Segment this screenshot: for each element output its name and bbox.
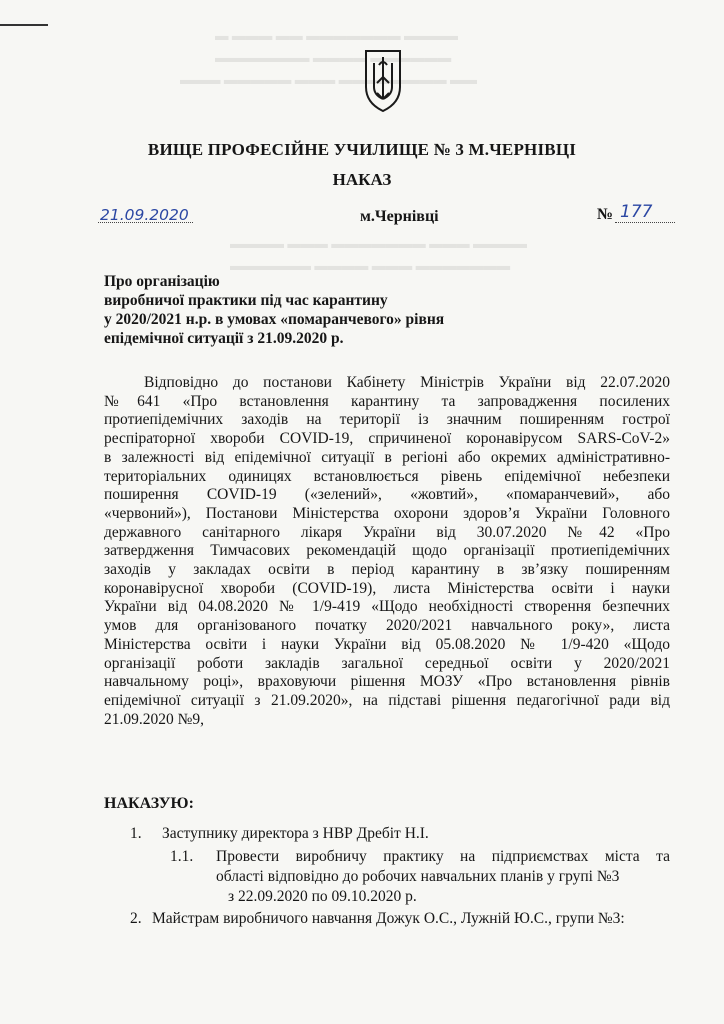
- handwritten-date: 21.09.2020: [100, 206, 189, 224]
- order-item-1-1: [170, 847, 670, 907]
- body-line: епідемічної ситуації з 21.09.2020», на підставі рішення педагогічної ради від: [104, 691, 670, 709]
- body-line: №641 «Про встановлення карантину та запровадження посилених: [104, 392, 670, 410]
- body-line: умов для організованого початку 2020/2021 навчального року», листа: [104, 617, 670, 635]
- body-line: «червоний»), Постанови Міністерства охорони здоров’я України Головного: [104, 504, 670, 522]
- scan-mark: [0, 24, 48, 26]
- body-line: Міністерства освіти і науки України від 05.08.2020 № 1/9-420 «Щодо: [104, 635, 670, 653]
- number-sign: №: [597, 206, 614, 223]
- body-line: державного санітарного лікаря України від 30.07.2020 №42 «Про: [104, 523, 670, 541]
- body-line: навчальному році», враховуючи рішення МОЗУ «Про встановлення рівнів: [104, 673, 670, 691]
- body-line: 21.09.2020 №9,: [104, 710, 205, 728]
- preamble-paragraph: [104, 374, 670, 729]
- order-subject: [104, 272, 444, 348]
- bleed-through: ▬ ▬▬▬ ▬▬ ▬▬▬▬▬▬▬ ▬▬▬▬: [215, 28, 458, 43]
- subject-line: Про організацію: [104, 273, 220, 290]
- item-text-line: Провести виробничу практику на підприємствах міста та: [216, 848, 670, 865]
- document-title: НАКАЗ: [332, 170, 392, 189]
- body-line: територіальних одиницях встановлюється рівень епідемічної небезпеки: [104, 467, 670, 485]
- item-text: Майстрам виробничого навчання Дожук О.С., Лужній Ю.С., групи №3:: [152, 910, 625, 927]
- body-line: організації роботи закладів загальної середньої освіти у 2020/2021: [104, 654, 670, 672]
- item-text-line: з 22.09.2020 по 09.10.2020 р.: [228, 888, 417, 905]
- body-line: коронавірусної хвороби (COVID-19), листа Міністерства освіти і науки: [104, 579, 670, 597]
- bleed-through: ▬▬▬ ▬▬▬▬▬ ▬▬▬ ▬▬▬▬▬▬▬▬ ▬▬: [180, 72, 477, 87]
- handwritten-number: 177: [620, 202, 653, 222]
- bleed-through: ▬▬▬▬▬▬ ▬▬▬▬ ▬▬▬ ▬▬▬▬▬▬▬: [230, 258, 511, 273]
- order-item-1: [130, 825, 429, 843]
- item-number: 1.1.: [170, 848, 194, 865]
- order-heading: НАКАЗУЮ:: [104, 795, 194, 812]
- subject-line: у 2020/2021 н.р. в умовах «помаранчевого» рівня: [104, 311, 445, 328]
- body-line: протиепідемічних заходів на території із значним поширенням гострої: [104, 411, 670, 429]
- city-label: м.Чернівці: [360, 208, 439, 225]
- item-number: 1.: [130, 825, 142, 842]
- item-text: Заступнику директора з НВР Дребіт Н.І.: [162, 825, 429, 842]
- body-line: респіраторної хвороби COVID-19, спричиненої коронавірусом SARS-CoV-2»: [104, 430, 670, 448]
- school-name: ВИЩЕ ПРОФЕСІЙНЕ УЧИЛИЩЕ № 3 М.ЧЕРНІВЦІ: [147, 140, 577, 159]
- body-line: поширення COVID-19 («зелений», «жовтий», «помаранчевий», або: [104, 486, 670, 504]
- body-line: України від 04.08.2020 № 1/9-419 «Щодо необхідності створення безпечних: [104, 598, 670, 616]
- body-line: затвердження Тимчасових рекомендацій щодо організації протиепідемічних: [104, 542, 670, 560]
- bleed-through: ▬▬▬▬ ▬▬▬ ▬▬▬▬▬▬▬ ▬▬▬ ▬▬▬▬: [230, 236, 527, 251]
- body-line: в залежності від епідемічної ситуації в регіоні або окремих адміністративно-: [104, 448, 670, 466]
- bleed-through: ▬▬▬▬▬▬▬ ▬▬▬▬ ▬▬▬▬▬▬: [215, 50, 452, 65]
- body-line: заходів у закладах освіти в період карантину в зв’язку поширенням: [104, 561, 670, 579]
- body-line: Відповідно до постанови Кабінету Міністрів України від 22.07.2020: [144, 374, 670, 391]
- subject-line: епідемічної ситуації з 21.09.2020 р.: [104, 330, 344, 347]
- date-underline: [98, 222, 193, 223]
- coat-of-arms-icon: [363, 47, 403, 113]
- order-item-2: [130, 910, 625, 928]
- item-text-line: області відповідно до робочих навчальних планів у групі №3: [216, 868, 620, 885]
- item-number: 2.: [130, 910, 142, 927]
- number-underline: [615, 222, 675, 223]
- subject-line: виробничої практики під час карантину: [104, 292, 388, 309]
